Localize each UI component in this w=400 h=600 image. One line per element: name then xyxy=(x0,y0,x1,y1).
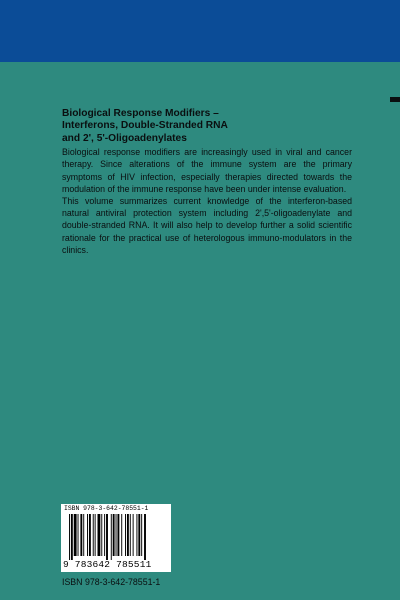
barcode-bar xyxy=(98,514,101,556)
barcode-bar xyxy=(93,514,94,556)
description-paragraph-2: This volume summarizes current knowledge of the interferon-based natural antiviral protection system including 2',5'-oligoadenylate and double-stranded RNA. It will also help to develop further a solid scientific rationale for the practical use of heterologous immuno-modulators in the clinics. xyxy=(62,196,352,255)
top-color-band xyxy=(0,0,400,62)
barcode-bars xyxy=(69,514,165,560)
edge-mark xyxy=(390,97,400,102)
barcode-isbn-label: ISBN 978-3-642-78551-1 xyxy=(64,505,149,512)
description-paragraph-1: Biological response modifiers are increasingly used in viral and cancer therapy. Since alterations of the immune system are the primary symptoms of HIV infection, especially therapies directed towards the modulation of the immune response have been under intense evaluation. xyxy=(62,147,352,194)
isbn-number: ISBN 978-3-642-78551-1 xyxy=(62,577,161,587)
barcode-bar xyxy=(141,514,142,556)
barcode-bar xyxy=(125,514,126,556)
barcode xyxy=(61,504,171,572)
barcode-bar xyxy=(133,514,134,556)
book-title: Biological Response Modifiers – Interferons, Double-Stranded RNA and 2', 5'-Oligoadenylates xyxy=(62,108,228,144)
barcode-bar xyxy=(138,514,140,556)
barcode-bar xyxy=(80,514,82,556)
barcode-bar xyxy=(116,514,117,556)
barcode-bar xyxy=(89,514,91,556)
barcode-bar xyxy=(117,514,119,556)
barcode-bar xyxy=(95,514,96,556)
barcode-bar xyxy=(106,514,108,560)
barcode-bar xyxy=(87,514,88,556)
back-cover-text xyxy=(62,108,352,256)
barcode-bar xyxy=(130,514,131,556)
barcode-bar xyxy=(104,514,105,556)
barcode-bar xyxy=(111,514,112,560)
barcode-bar xyxy=(83,514,84,556)
barcode-bar xyxy=(78,514,79,556)
barcode-digits: 9 783642 785511 xyxy=(63,559,152,570)
barcode-bar xyxy=(136,514,137,556)
barcode-bar xyxy=(113,514,115,556)
barcode-bar xyxy=(127,514,129,556)
barcode-bar xyxy=(71,514,73,560)
barcode-bar xyxy=(121,514,122,556)
barcode-bar xyxy=(74,514,77,556)
barcode-bar xyxy=(144,514,146,560)
barcode-bar xyxy=(69,514,70,560)
barcode-bar xyxy=(101,514,102,556)
